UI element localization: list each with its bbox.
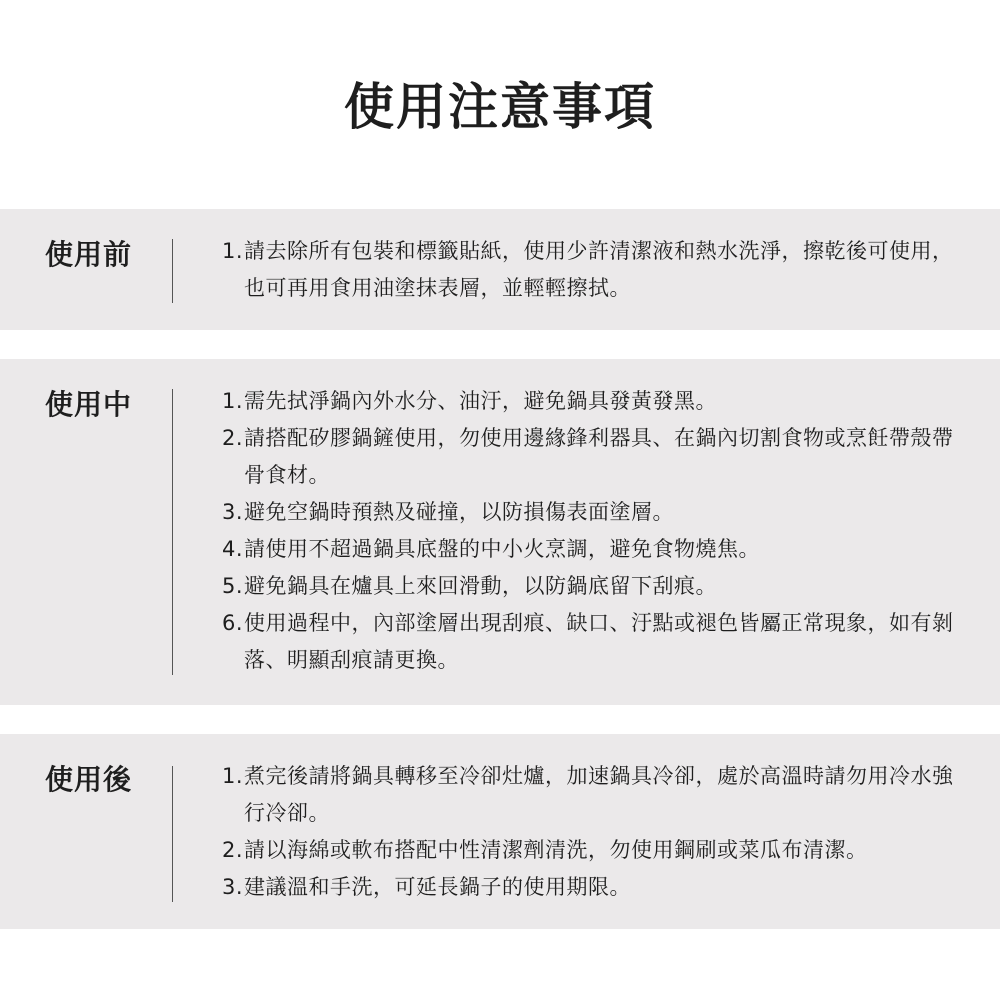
- item-text: 使用過程中，內部塗層出現刮痕、缺口、汙點或褪色皆屬正常現象，如有剝落、明顯刮痕請更換。: [244, 611, 954, 672]
- list-item: [222, 869, 967, 906]
- section-divider: [172, 389, 173, 675]
- item-text: 請以海綿或軟布搭配中性清潔劑清洗，勿使用鋼刷或菜瓜布清潔。: [244, 838, 868, 862]
- item-text: 建議溫和手洗，可延長鍋子的使用期限。: [244, 875, 631, 899]
- item-number: 4.: [222, 537, 244, 561]
- item-text: 請搭配矽膠鍋鏟使用，勿使用邊緣鋒利器具、在鍋內切割食物或烹飪帶殼帶骨食材。: [244, 426, 954, 487]
- item-text: 避免空鍋時預熱及碰撞，以防損傷表面塗層。: [244, 500, 674, 524]
- section-during-use: [0, 359, 1000, 705]
- instruction-list-during-use: [222, 383, 967, 679]
- item-number: 3.: [222, 875, 244, 899]
- list-item: [222, 420, 967, 494]
- item-text: 避免鍋具在爐具上來回滑動，以防鍋底留下刮痕。: [244, 574, 717, 598]
- list-item: [222, 494, 967, 531]
- item-number: 5.: [222, 574, 244, 598]
- item-text: 請去除所有包裝和標籤貼紙，使用少許清潔液和熱水洗淨，擦乾後可使用，也可再用食用油塗抹表層，並輕輕擦拭。: [244, 239, 954, 300]
- item-text: 煮完後請將鍋具轉移至冷卻灶爐，加速鍋具冷卻，處於高溫時請勿用冷水強行冷卻。: [244, 764, 954, 825]
- section-divider: [172, 766, 173, 902]
- list-item: [222, 605, 967, 679]
- list-item: [222, 832, 967, 869]
- section-label-during-use: 使用中: [45, 388, 133, 421]
- list-item: [222, 383, 967, 420]
- list-item: [222, 758, 967, 832]
- instruction-list-after-use: [222, 758, 967, 906]
- list-item: [222, 233, 967, 307]
- section-after-use: [0, 734, 1000, 929]
- item-number: 1.: [222, 764, 244, 788]
- section-label-after-use: 使用後: [45, 763, 133, 796]
- list-item: [222, 531, 967, 568]
- item-number: 1.: [222, 389, 244, 413]
- item-text: 請使用不超過鍋具底盤的中小火烹調，避免食物燒焦。: [244, 537, 760, 561]
- section-divider: [172, 239, 173, 303]
- page-title: 使用注意事項: [344, 78, 656, 136]
- section-label-before-use: 使用前: [45, 238, 133, 271]
- section-before-use: [0, 209, 1000, 330]
- item-number: 6.: [222, 611, 244, 635]
- instruction-list-before-use: [222, 233, 967, 307]
- item-number: 2.: [222, 426, 244, 450]
- item-text: 需先拭淨鍋內外水分、油汙，避免鍋具發黃發黑。: [244, 389, 717, 413]
- list-item: [222, 568, 967, 605]
- item-number: 1.: [222, 239, 244, 263]
- item-number: 2.: [222, 838, 244, 862]
- item-number: 3.: [222, 500, 244, 524]
